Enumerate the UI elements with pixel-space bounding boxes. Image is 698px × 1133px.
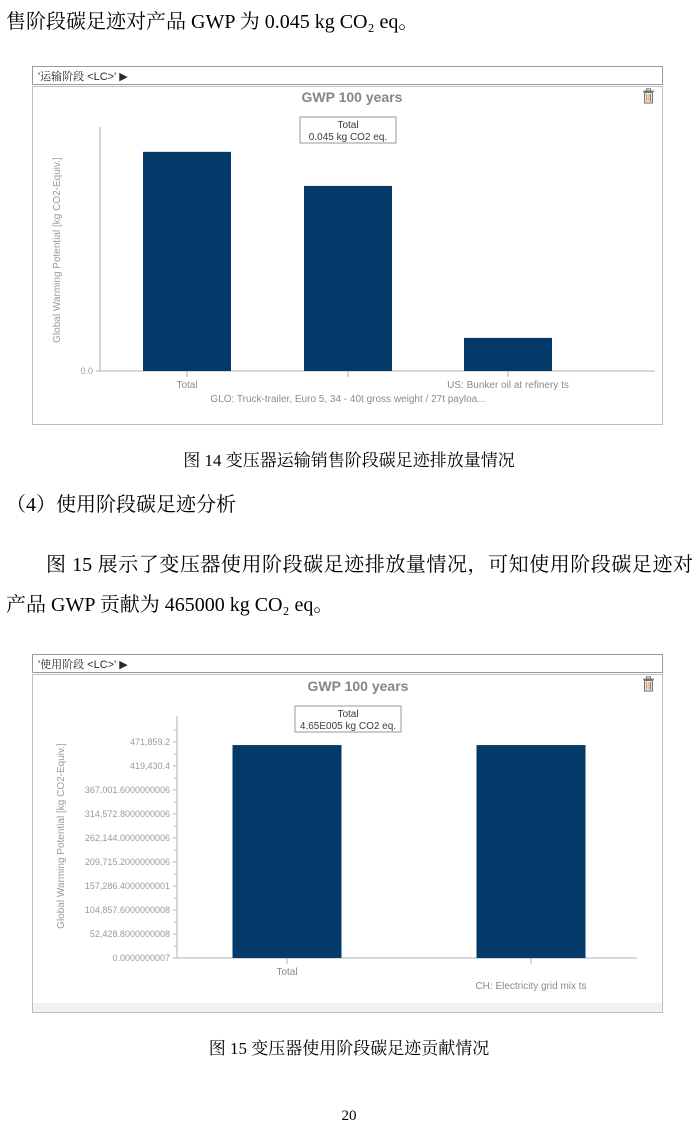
svg-text:262,144.0000000006: 262,144.0000000006 [84, 832, 170, 843]
svg-text:Global Warming Potential [kg C: Global Warming Potential [kg CO2-Equiv.] [56, 743, 67, 929]
tab-transport-stage[interactable]: '运输阶段 <LC>' ▶ [38, 70, 128, 83]
svg-text:Total: Total [337, 120, 359, 131]
svg-text:4.65E005 kg CO2 eq.: 4.65E005 kg CO2 eq. [299, 721, 397, 732]
svg-text:Total: Total [276, 967, 298, 978]
intro-paragraph: 售阶段碳足迹对产品 GWP 为 0.045 kg CO₂ eq。 [6, 11, 419, 33]
svg-text:GLO: Truck-trailer, Euro 5, 34: GLO: Truck-trailer, Euro 5, 34 - 40t gross weight / 27t payloa... [210, 394, 486, 405]
tab-bar [32, 654, 663, 673]
svg-text:367,001.6000000006: 367,001.6000000006 [84, 784, 170, 795]
section-heading: （4）使用阶段碳足迹分析 [6, 494, 236, 516]
figure-15-caption: 图 15 变压器使用阶段碳足迹贡献情况 [208, 1039, 490, 1058]
svg-text:US: Bunker oil at refinery ts: US: Bunker oil at refinery ts [447, 380, 569, 391]
svg-text:0.0000000007: 0.0000000007 [112, 953, 170, 963]
svg-text:314,572.8000000006: 314,572.8000000006 [84, 808, 170, 819]
svg-text:52,428.8000000008: 52,428.8000000008 [89, 928, 170, 939]
svg-text:209,715.2000000006: 209,715.2000000006 [84, 856, 170, 867]
svg-text:104,857.6000000008: 104,857.6000000008 [84, 904, 170, 915]
tab-bar [32, 66, 663, 85]
body-paragraph: 图 15 展示了变压器使用阶段碳足迹排放量情况，可知使用阶段碳足迹对产品 GWP 贡献为 465000 kg CO₂ eq。 [6, 554, 693, 616]
svg-text:0.0: 0.0 [80, 366, 93, 376]
svg-text:471,859.2: 471,859.2 [129, 736, 170, 747]
svg-text:157,286.4000000001: 157,286.4000000001 [84, 880, 170, 891]
svg-text:GWP 100 years: GWP 100 years [307, 678, 409, 694]
chart-panel-transport [32, 66, 663, 425]
gwp-chart-transport [33, 87, 662, 424]
panel-footer-strip [33, 1003, 662, 1012]
chart-area-transport [32, 86, 663, 425]
svg-text:Total: Total [176, 380, 198, 391]
svg-text:0.045 kg CO2 eq.: 0.045 kg CO2 eq. [308, 132, 388, 143]
svg-text:GWP 100 years: GWP 100 years [301, 89, 403, 105]
gwp-chart-use [33, 675, 662, 1012]
tab-use-stage[interactable]: '使用阶段 <LC>' ▶ [38, 658, 128, 671]
svg-text:CH: Electricity grid mix ts: CH: Electricity grid mix ts [475, 981, 587, 992]
svg-text:Total: Total [337, 709, 359, 720]
chart-panel-use [32, 654, 663, 1013]
page-number: 20 [341, 1108, 357, 1124]
svg-text:419,430.4: 419,430.4 [129, 760, 170, 771]
chart-area-use [32, 674, 663, 1013]
trash-icon[interactable] [642, 676, 655, 692]
figure-14-caption: 图 14 变压器运输销售阶段碳足迹排放量情况 [183, 451, 515, 470]
svg-text:Global Warming Potential [kg C: Global Warming Potential [kg CO2-Equiv.] [52, 157, 63, 343]
trash-icon[interactable] [642, 88, 655, 104]
